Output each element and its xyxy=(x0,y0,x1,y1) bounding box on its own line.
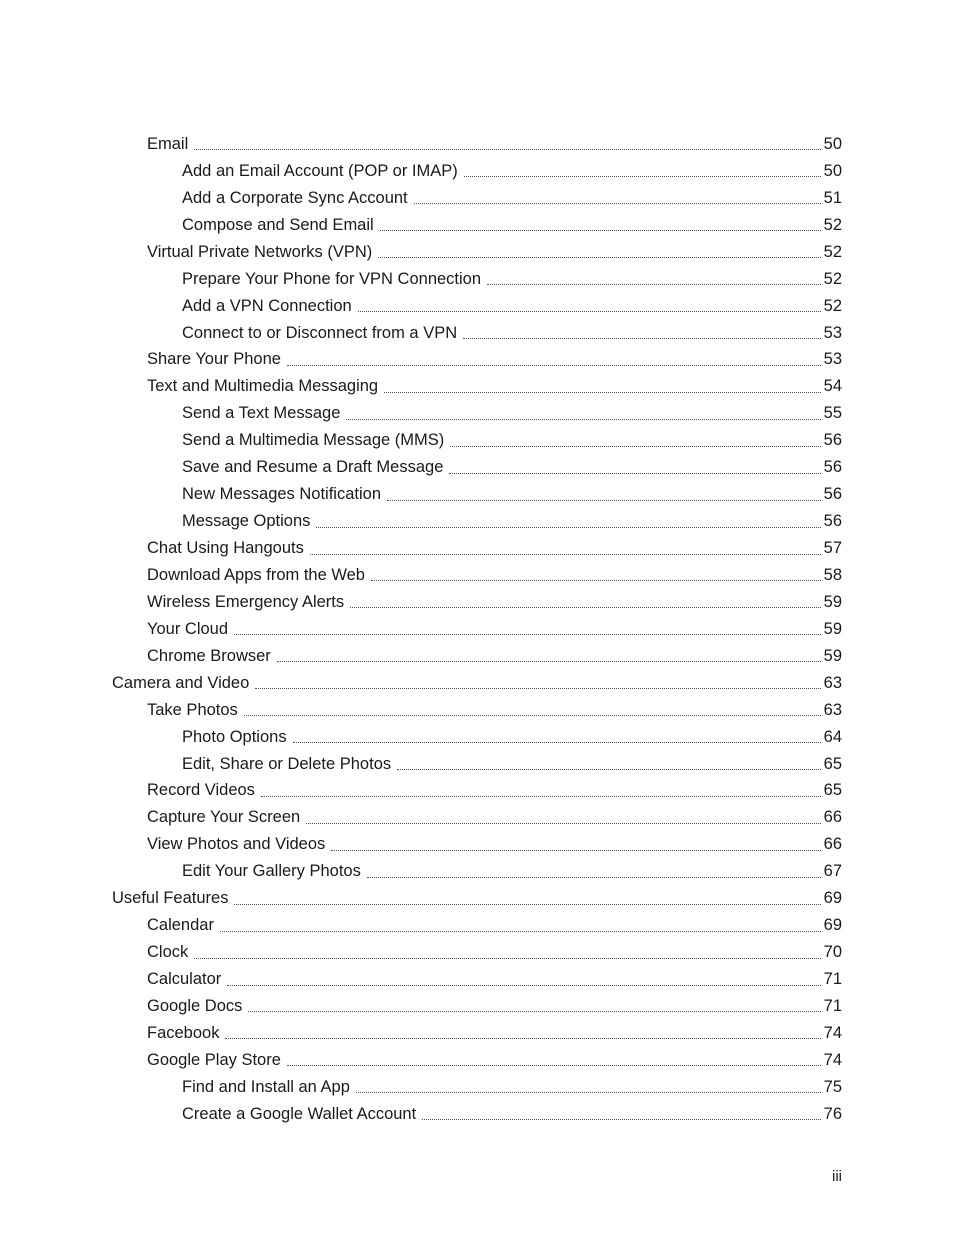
toc-entry-title: Message Options xyxy=(182,512,311,531)
dot-leader xyxy=(227,984,821,986)
dot-leader xyxy=(316,526,821,528)
toc-entry-title: Clock xyxy=(147,943,189,962)
toc-entry-title: Useful Features xyxy=(112,889,229,908)
toc-entry-page: 54 xyxy=(823,377,842,396)
toc-entry-title: Record Videos xyxy=(147,781,255,800)
toc-entry[interactable] xyxy=(0,697,954,724)
dot-leader xyxy=(450,445,821,447)
toc-entry-title: Edit, Share or Delete Photos xyxy=(182,754,392,773)
toc-entry-title: Facebook xyxy=(147,1023,220,1042)
dot-leader xyxy=(371,579,821,581)
toc-entry-title: Prepare Your Phone for VPN Connection xyxy=(182,269,482,288)
dot-leader xyxy=(194,148,821,150)
toc-entry-page: 67 xyxy=(823,862,842,881)
toc-entry-page: 75 xyxy=(823,1077,842,1096)
toc-entry[interactable] xyxy=(0,670,954,697)
toc-entry[interactable] xyxy=(0,562,954,589)
toc-entry-title: Capture Your Screen xyxy=(147,808,301,827)
toc-entry-page: 56 xyxy=(823,512,842,531)
toc-entry-page: 51 xyxy=(823,188,842,207)
dot-leader xyxy=(287,1064,821,1066)
dot-leader xyxy=(234,903,821,905)
toc-entry-page: 58 xyxy=(823,565,842,584)
dot-leader xyxy=(225,1037,821,1039)
table-of-contents xyxy=(0,131,954,1128)
dot-leader xyxy=(306,822,821,824)
toc-entry-page: 71 xyxy=(823,970,842,989)
toc-entry[interactable] xyxy=(0,939,954,966)
toc-entry-page: 53 xyxy=(823,350,842,369)
dot-leader xyxy=(384,391,821,393)
toc-entry[interactable] xyxy=(0,778,954,805)
dot-leader xyxy=(449,472,821,474)
toc-entry-page: 63 xyxy=(823,673,842,692)
toc-entry[interactable] xyxy=(0,212,954,239)
toc-entry-title: Send a Multimedia Message (MMS) xyxy=(182,431,445,450)
toc-entry-title: Add an Email Account (POP or IMAP) xyxy=(182,161,458,180)
toc-entry-page: 66 xyxy=(823,808,842,827)
toc-entry[interactable] xyxy=(0,1074,954,1101)
toc-entry-page: 71 xyxy=(823,996,842,1015)
dot-leader xyxy=(350,606,821,608)
toc-entry[interactable] xyxy=(0,912,954,939)
toc-entry-title: Compose and Send Email xyxy=(182,215,374,234)
toc-entry-title: Google Play Store xyxy=(147,1050,281,1069)
dot-leader xyxy=(487,283,821,285)
dot-leader xyxy=(293,741,821,743)
toc-entry[interactable] xyxy=(0,185,954,212)
toc-entry-page: 52 xyxy=(823,242,842,261)
dot-leader xyxy=(387,499,821,501)
toc-entry[interactable] xyxy=(0,1101,954,1128)
toc-entry[interactable] xyxy=(0,751,954,778)
toc-entry[interactable] xyxy=(0,535,954,562)
dot-leader xyxy=(194,957,821,959)
toc-entry-page: 63 xyxy=(823,700,842,719)
toc-entry-page: 57 xyxy=(823,539,842,558)
toc-entry[interactable] xyxy=(0,831,954,858)
dot-leader xyxy=(422,1118,821,1120)
toc-entry[interactable] xyxy=(0,724,954,751)
toc-entry-title: Send a Text Message xyxy=(182,404,341,423)
toc-entry-page: 64 xyxy=(823,727,842,746)
toc-entry[interactable] xyxy=(0,858,954,885)
toc-entry-title: Chrome Browser xyxy=(147,646,271,665)
toc-entry-title: Save and Resume a Draft Message xyxy=(182,458,444,477)
dot-leader xyxy=(331,849,821,851)
toc-entry[interactable] xyxy=(0,131,954,158)
toc-entry-title: Chat Using Hangouts xyxy=(147,539,304,558)
toc-entry-page: 52 xyxy=(823,296,842,315)
toc-entry[interactable] xyxy=(0,885,954,912)
dot-leader xyxy=(356,1091,821,1093)
toc-entry-page: 69 xyxy=(823,916,842,935)
toc-entry-page: 65 xyxy=(823,781,842,800)
toc-entry-page: 56 xyxy=(823,485,842,504)
toc-entry-title: Wireless Emergency Alerts xyxy=(147,592,345,611)
dot-leader xyxy=(367,876,821,878)
toc-entry-title: Text and Multimedia Messaging xyxy=(147,377,379,396)
toc-entry[interactable] xyxy=(0,427,954,454)
toc-entry-page: 50 xyxy=(823,134,842,153)
toc-entry[interactable] xyxy=(0,966,954,993)
toc-entry[interactable] xyxy=(0,239,954,266)
toc-entry-page: 56 xyxy=(823,431,842,450)
dot-leader xyxy=(378,256,821,258)
toc-entry-page: 65 xyxy=(823,754,842,773)
toc-entry-title: Virtual Private Networks (VPN) xyxy=(147,242,373,261)
toc-entry-title: Google Docs xyxy=(147,996,243,1015)
toc-entry-page: 55 xyxy=(823,404,842,423)
toc-entry-page: 74 xyxy=(823,1050,842,1069)
dot-leader xyxy=(414,202,821,204)
toc-entry-title: Share Your Phone xyxy=(147,350,281,369)
toc-entry-title: Find and Install an App xyxy=(182,1077,350,1096)
toc-entry-title: Edit Your Gallery Photos xyxy=(182,862,361,881)
dot-leader xyxy=(220,930,821,932)
toc-entry-title: New Messages Notification xyxy=(182,485,381,504)
toc-entry-page: 66 xyxy=(823,835,842,854)
toc-entry-title: Your Cloud xyxy=(147,619,229,638)
toc-entry[interactable] xyxy=(0,589,954,616)
dot-leader xyxy=(261,795,821,797)
toc-entry-title: Camera and Video xyxy=(112,673,250,692)
toc-entry-title: Add a VPN Connection xyxy=(182,296,352,315)
toc-entry-title: Connect to or Disconnect from a VPN xyxy=(182,323,458,342)
toc-entry[interactable] xyxy=(0,400,954,427)
toc-entry[interactable] xyxy=(0,454,954,481)
toc-entry[interactable] xyxy=(0,481,954,508)
toc-entry[interactable] xyxy=(0,643,954,670)
dot-leader xyxy=(380,229,821,231)
toc-entry-title: Email xyxy=(147,134,189,153)
dot-leader xyxy=(358,310,821,312)
toc-entry-title: Photo Options xyxy=(182,727,287,746)
dot-leader xyxy=(346,418,821,420)
toc-entry-title: Download Apps from the Web xyxy=(147,565,365,584)
toc-entry-title: Take Photos xyxy=(147,700,238,719)
toc-entry-page: 59 xyxy=(823,619,842,638)
toc-entry-title: View Photos and Videos xyxy=(147,835,326,854)
toc-entry[interactable] xyxy=(0,993,954,1020)
dot-leader xyxy=(234,633,821,635)
toc-entry-page: 52 xyxy=(823,215,842,234)
dot-leader xyxy=(310,553,821,555)
toc-entry[interactable] xyxy=(0,508,954,535)
toc-entry-title: Calendar xyxy=(147,916,214,935)
toc-entry[interactable] xyxy=(0,1047,954,1074)
toc-entry-page: 50 xyxy=(823,161,842,180)
toc-entry[interactable] xyxy=(0,158,954,185)
toc-entry-page: 76 xyxy=(823,1104,842,1123)
toc-entry-title: Create a Google Wallet Account xyxy=(182,1104,417,1123)
toc-entry-page: 59 xyxy=(823,592,842,611)
toc-entry[interactable] xyxy=(0,373,954,400)
dot-leader xyxy=(248,1010,821,1012)
toc-entry-title: Add a Corporate Sync Account xyxy=(182,188,408,207)
toc-entry-page: 53 xyxy=(823,323,842,342)
toc-entry[interactable] xyxy=(0,804,954,831)
dot-leader xyxy=(255,687,821,689)
toc-entry[interactable] xyxy=(0,616,954,643)
toc-entry-page: 52 xyxy=(823,269,842,288)
toc-entry[interactable] xyxy=(0,1020,954,1047)
toc-entry[interactable] xyxy=(0,320,954,347)
dot-leader xyxy=(397,768,821,770)
toc-entry-page: 70 xyxy=(823,943,842,962)
toc-entry-page: 59 xyxy=(823,646,842,665)
toc-entry[interactable] xyxy=(0,266,954,293)
page-number: iii xyxy=(832,1168,842,1185)
toc-entry-title: Calculator xyxy=(147,970,222,989)
dot-leader xyxy=(277,660,821,662)
toc-entry[interactable] xyxy=(0,293,954,320)
toc-entry-page: 56 xyxy=(823,458,842,477)
dot-leader xyxy=(287,364,821,366)
dot-leader xyxy=(464,175,821,177)
dot-leader xyxy=(244,714,821,716)
toc-entry-page: 69 xyxy=(823,889,842,908)
toc-entry-page: 74 xyxy=(823,1023,842,1042)
toc-entry[interactable] xyxy=(0,347,954,374)
dot-leader xyxy=(463,337,821,339)
